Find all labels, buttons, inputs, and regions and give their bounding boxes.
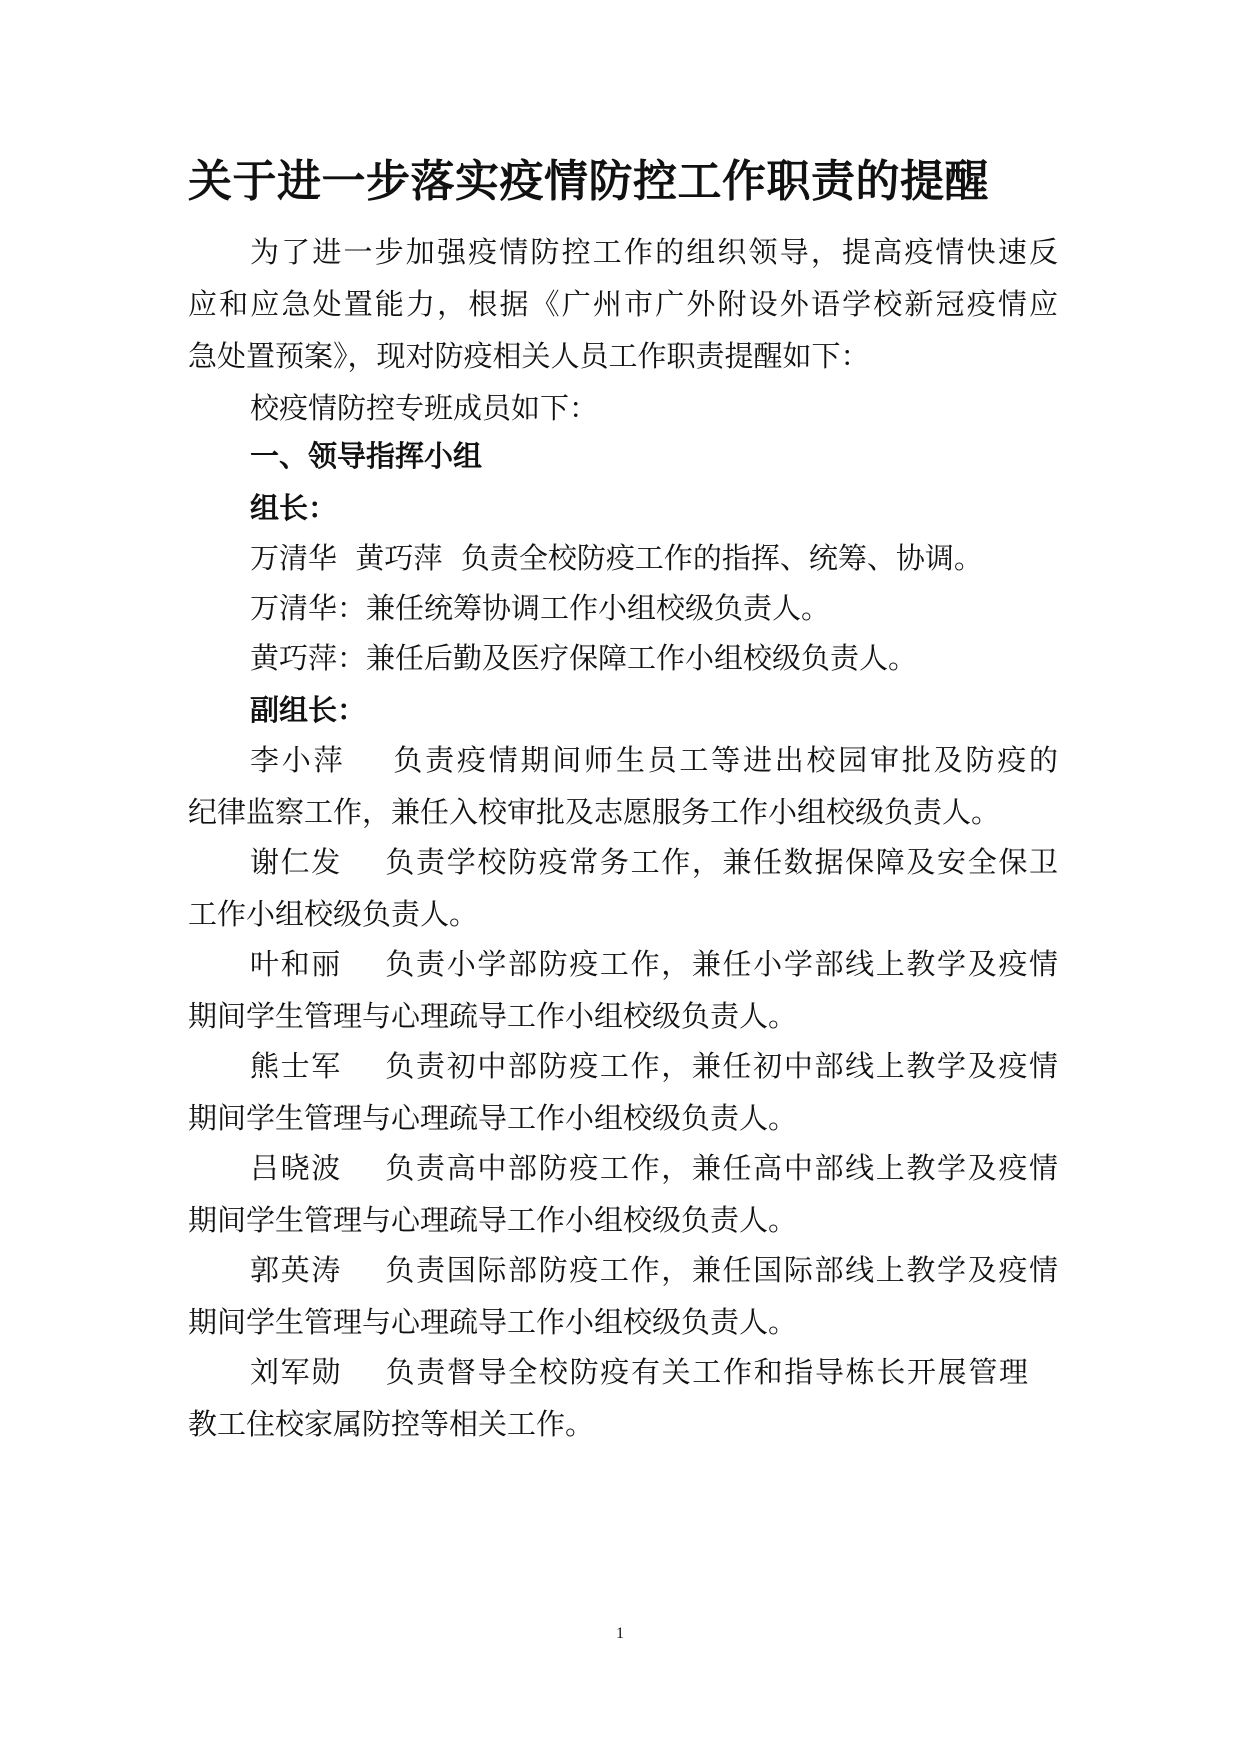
members-intro: 校疫情防控专班成员如下： [250, 391, 599, 425]
deputy-line: 纪律监察工作，兼任入校审批及志愿服务工作小组校级负责人。 [188, 795, 1001, 829]
page-number: 1 [616, 1625, 624, 1642]
deputy-line: 期间学生管理与心理疏导工作小组校级负责人。 [188, 999, 798, 1033]
deputy-line: 期间学生管理与心理疏导工作小组校级负责人。 [188, 1101, 798, 1135]
deputy-line: 李小萍 负责疫情期间师生员工等进出校园审批及防疫的 [250, 743, 1058, 777]
deputy-line: 教工住校家属防控等相关工作。 [188, 1407, 595, 1441]
deputy-line: 刘军勋 负责督导全校防疫有关工作和指导栋长开展管理 [250, 1355, 1028, 1389]
deputy-line: 熊士军 负责初中部防疫工作，兼任初中部线上教学及疫情 [250, 1049, 1058, 1083]
deputy-label: 副组长： [250, 693, 367, 727]
intro-line-3: 急处置预案》，现对防疫相关人员工作职责提醒如下： [188, 339, 870, 373]
document-title: 关于进一步落实疫情防控工作职责的提醒 [188, 156, 989, 207]
intro-line-1: 为了进一步加强疫情防控工作的组织领导，提高疫情快速反 [250, 235, 1058, 269]
deputy-line: 吕晓波 负责高中部防疫工作，兼任高中部线上教学及疫情 [250, 1151, 1058, 1185]
section-heading-leadership: 一、领导指挥小组 [250, 439, 483, 473]
leader-duty-line: 黄巧萍：兼任后勤及医疗保障工作小组校级负责人。 [250, 641, 918, 675]
leaders-line: 万清华 黄巧萍 负责全校防疫工作的指挥、统筹、协调。 [250, 541, 983, 575]
deputy-line: 郭英涛 负责国际部防疫工作，兼任国际部线上教学及疫情 [250, 1253, 1058, 1287]
leader-duty-line: 万清华：兼任统筹协调工作小组校级负责人。 [250, 591, 831, 625]
leader-label: 组长： [250, 491, 338, 525]
deputy-line: 工作小组校级负责人。 [188, 897, 479, 931]
deputy-line: 期间学生管理与心理疏导工作小组校级负责人。 [188, 1305, 798, 1339]
deputy-line: 叶和丽 负责小学部防疫工作，兼任小学部线上教学及疫情 [250, 947, 1058, 981]
deputy-line: 谢仁发 负责学校防疫常务工作，兼任数据保障及安全保卫 [250, 845, 1058, 879]
deputy-line: 期间学生管理与心理疏导工作小组校级负责人。 [188, 1203, 798, 1237]
intro-line-2: 应和应急处置能力，根据《广州市广外附设外语学校新冠疫情应 [188, 287, 1058, 321]
